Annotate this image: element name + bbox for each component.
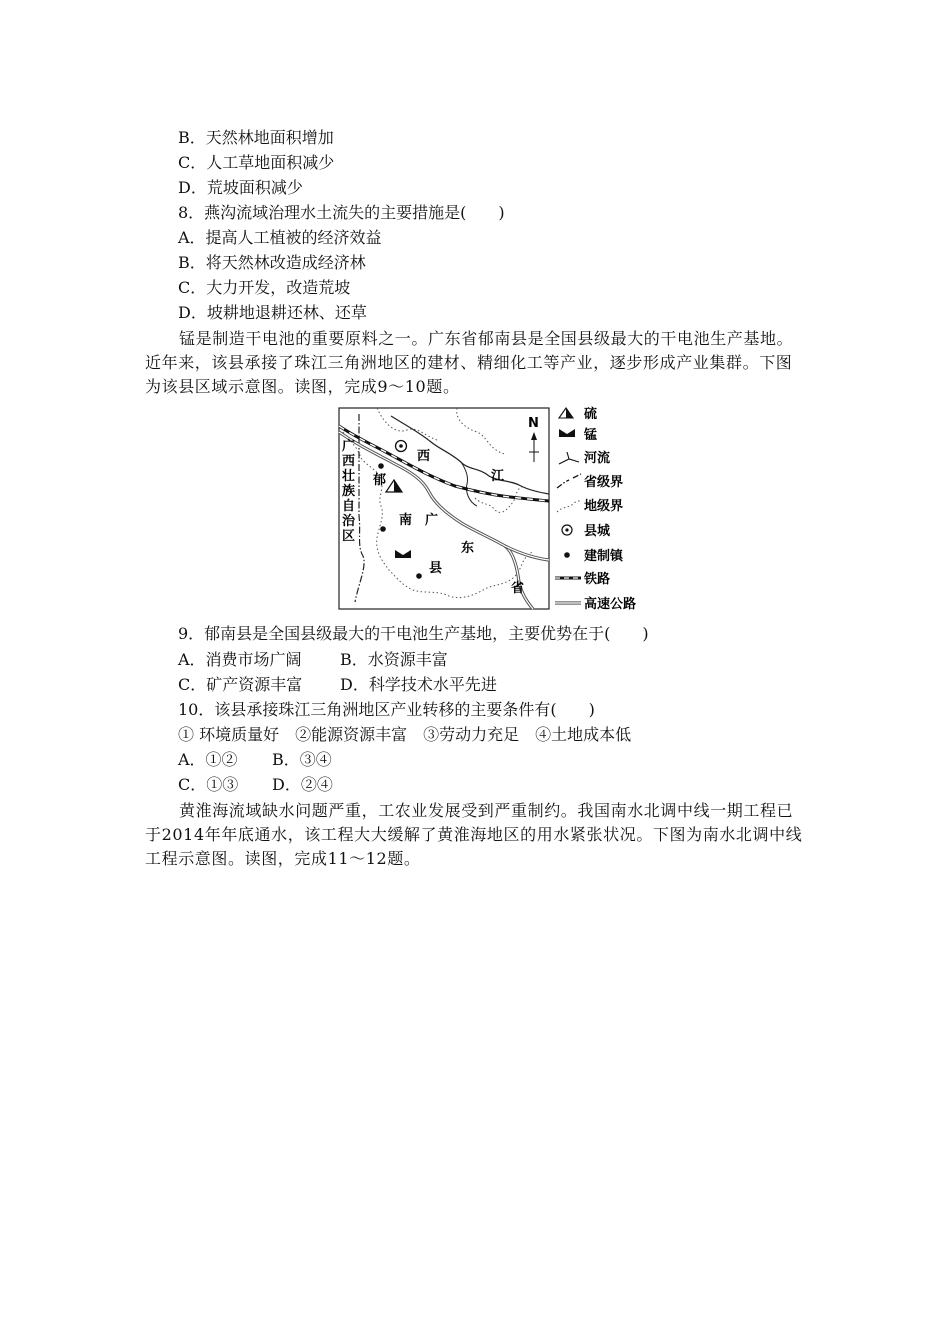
map-legend	[555, 406, 636, 612]
q8-stem: 8．燕沟流域治理水土流失的主要措施是( )	[178, 203, 505, 222]
legend-county-seat: 县城	[584, 524, 611, 539]
yunan-county-map	[337, 406, 649, 618]
north-label: N	[528, 416, 539, 431]
town-dot	[416, 573, 422, 579]
legend-provincial-boundary: 省级界	[584, 475, 624, 490]
guangxi-label	[342, 438, 356, 544]
q10-items: ① 环境质量好 ②能源资源丰富 ③劳动力充足 ④土地成本低	[178, 725, 632, 744]
q10-options-row2	[178, 774, 333, 796]
legend-sulfur: 硫	[584, 407, 598, 422]
passage-manganese	[145, 327, 805, 399]
dong-label: 东	[461, 541, 475, 556]
q10-options-row1	[178, 749, 332, 771]
legend-town: 建制镇	[584, 549, 624, 564]
q7-option-c: C．人工草地面积减少	[178, 153, 335, 172]
guangxi-char: 广	[342, 439, 356, 454]
legend-manganese: 锰	[584, 428, 598, 443]
town-dot	[380, 526, 386, 532]
sheng-label: 省	[511, 581, 525, 596]
passage-manganese-text: 锰是制造干电池的重要原料之一。广东省郁南县是全国县级最大的干电池生产基地。近年来，该县承接了珠江三角洲地区的建材、精细化工等产业，逐步形成产业集群。下图为该县区域示意图。读图，完成9～10题。	[145, 329, 794, 396]
guangxi-char: 西	[342, 454, 356, 469]
jiang-label: 江	[491, 469, 505, 484]
nan-label: 南	[399, 513, 413, 528]
q9-option-c: C．矿产资源丰富	[178, 675, 303, 694]
q8-option-c: C．大力开发，改造荒坡	[178, 278, 351, 297]
xian-label: 县	[429, 561, 443, 576]
q7-option-b: B．天然林地面积增加	[178, 128, 334, 147]
q8-option-b: B．将天然林改造成经济林	[178, 253, 366, 272]
q9-option-b: B．水资源丰富	[340, 650, 448, 669]
q10-option-b: B．③④	[272, 750, 332, 769]
q9-options-row2	[178, 674, 497, 696]
passage-water-diversion-text: 黄淮海流域缺水问题严重，工农业发展受到严重制约。我国南水北调中线一期工程已于2014年年底通水，该工程大大缓解了黄淮海地区的用水紧张状况。下图为南水北调中线工程示意图。读图，完成11～12题。	[145, 801, 803, 868]
q10-stem: 10．该县承接珠江三角洲地区产业转移的主要条件有( )	[178, 700, 595, 719]
county-seat-dot	[399, 444, 403, 448]
q10-option-c: C．①③	[178, 775, 239, 794]
q9-stem: 9．郁南县是全国县级最大的干电池生产基地，主要优势在于( )	[178, 624, 649, 643]
q9-option-d: D．科学技术水平先进	[340, 675, 497, 694]
q9-option-a: A．消费市场广阔	[178, 650, 302, 669]
town-dot	[378, 463, 384, 469]
passage-water-diversion	[145, 799, 805, 871]
legend-prefecture-boundary: 地级界	[584, 499, 624, 514]
q10-option-d: D．②④	[272, 775, 333, 794]
q8-option-a: A．提高人工植被的经济效益	[178, 228, 382, 247]
legend-railway: 铁路	[584, 572, 611, 587]
guangxi-char: 治	[342, 514, 356, 529]
q8-option-d: D．坡耕地退耕还林、还草	[178, 303, 367, 322]
guangxi-char: 区	[342, 529, 356, 544]
q7-option-d: D．荒坡面积减少	[178, 178, 303, 197]
xi-label: 西	[417, 449, 431, 464]
guangxi-char: 族	[342, 484, 356, 499]
guangxi-char: 壮	[342, 469, 356, 484]
guangxi-char: 自	[342, 499, 356, 514]
q10-option-a: A．①②	[178, 750, 238, 769]
guang-label: 广	[425, 513, 439, 528]
legend-river: 河流	[584, 451, 611, 466]
q9-options-row1	[178, 649, 448, 671]
legend-expressway: 高速公路	[584, 597, 637, 612]
yu-label: 郁	[373, 473, 387, 488]
